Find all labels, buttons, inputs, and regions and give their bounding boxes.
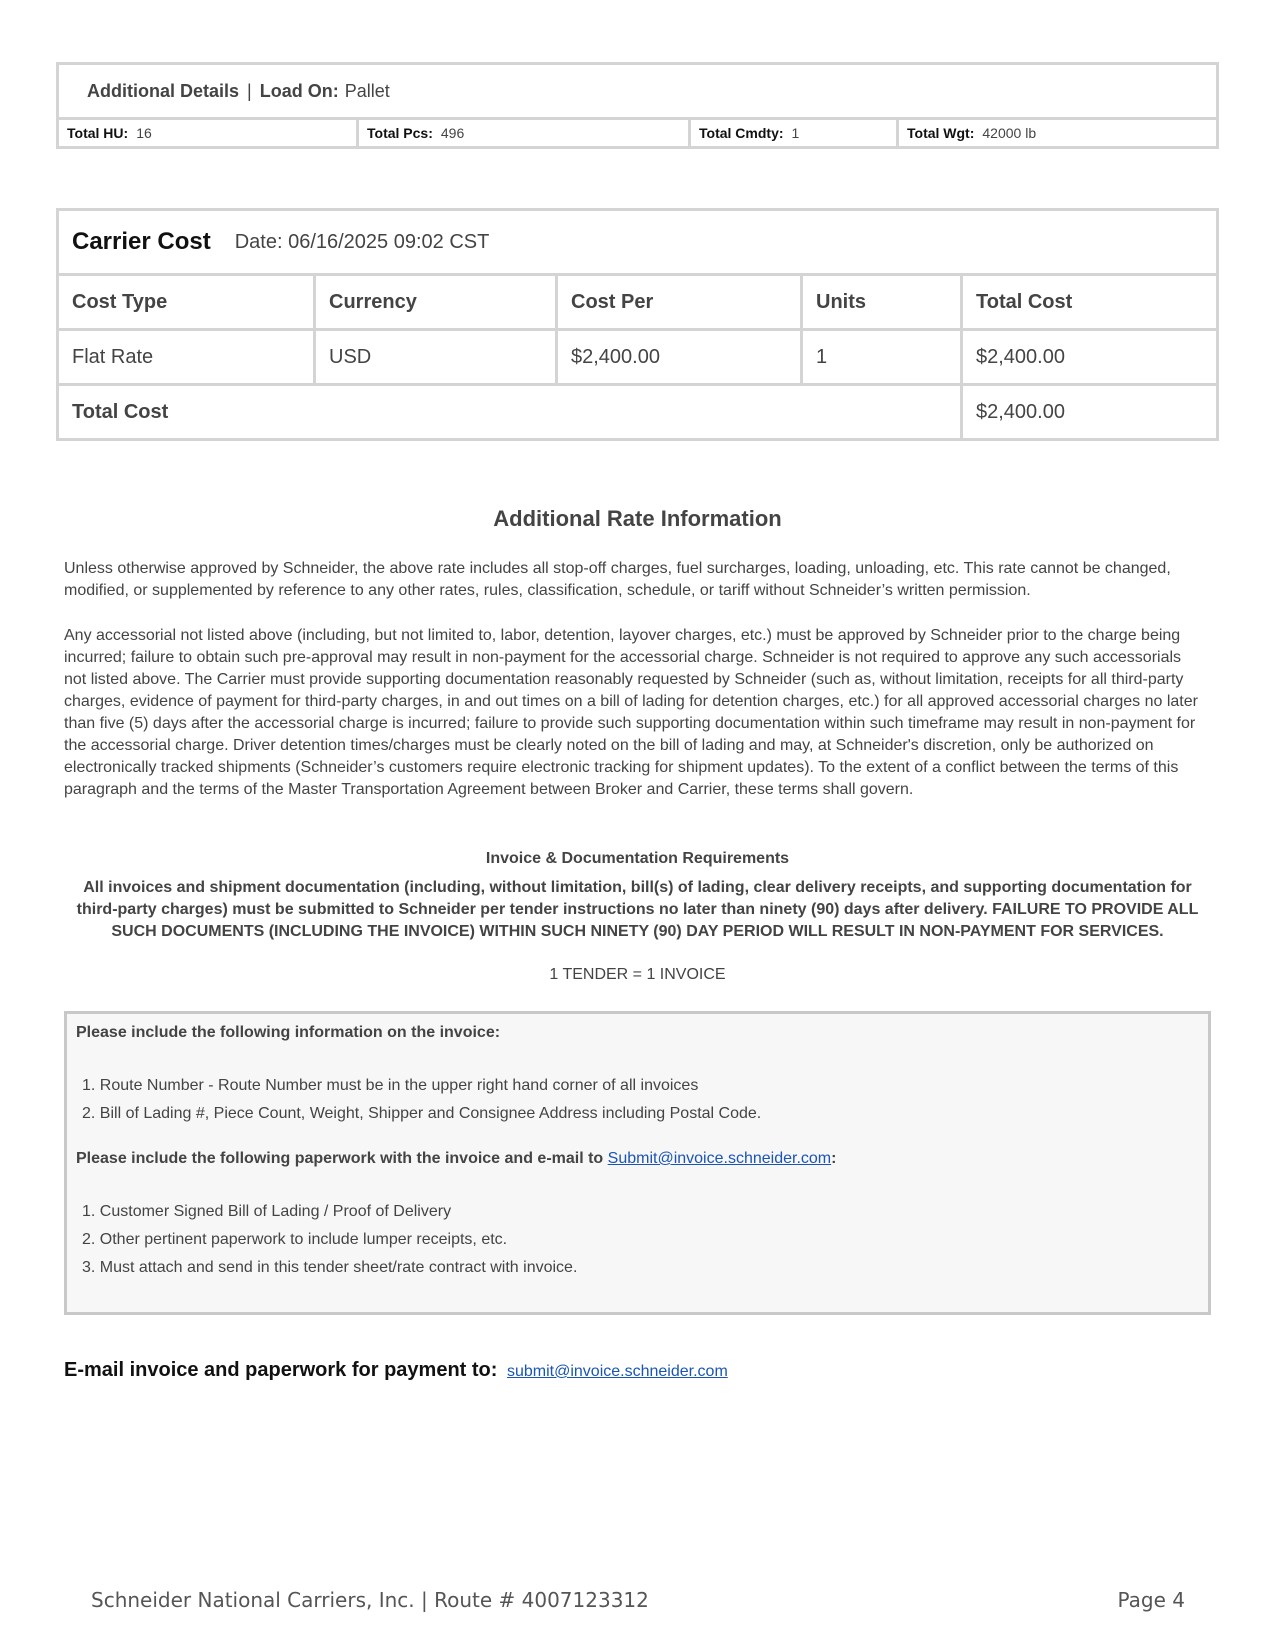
total-cost-row: [59, 386, 1216, 438]
email-payment-line: [64, 1359, 728, 1382]
submit-email-link[interactable]: Submit@invoice.schneider.com: [607, 1150, 832, 1167]
table-cell: Flat Rate: [59, 331, 316, 383]
payment-email-link[interactable]: submit@invoice.schneider.com: [506, 1363, 728, 1380]
carrier-cost-table: [56, 208, 1219, 441]
total-pcs-cell: [359, 120, 691, 146]
paperwork-list: [76, 1201, 577, 1285]
footer-company-route: Schneider National Carriers, Inc. | Route # 4007123312: [91, 1588, 649, 1612]
total-wgt-cell: [899, 120, 1216, 146]
total-cost-label: Total Cost: [59, 386, 963, 438]
total-wgt-label: Total Wgt:: [907, 125, 975, 141]
rate-info-title: Additional Rate Information: [493, 506, 782, 531]
additional-details-title: Additional Details: [87, 80, 240, 101]
table-cell: $2,400.00: [976, 345, 1065, 368]
total-cmdty-label: Total Cmdty:: [699, 125, 784, 141]
total-pcs-value: 496: [440, 125, 465, 141]
total-cmdty-value: 1: [791, 125, 800, 141]
carrier-cost-header: [59, 211, 1216, 276]
carrier-cost-title: Carrier Cost: [72, 228, 211, 255]
column-header: Cost Type: [59, 276, 316, 328]
total-cmdty-cell: [691, 120, 899, 146]
list-item: 1. Route Number - Route Number must be in the upper right hand corner of all invoices: [82, 1077, 699, 1094]
total-cost-value: $2,400.00: [976, 400, 1065, 423]
total-pcs-label: Total Pcs:: [367, 125, 433, 141]
total-wgt-value: 42000 lb: [982, 125, 1037, 141]
table-cell: 1: [803, 331, 963, 383]
tender-note: 1 TENDER = 1 INVOICE: [549, 966, 726, 983]
total-hu-value: 16: [136, 125, 152, 141]
invoice-info-box: [64, 1011, 1211, 1315]
paperwork-heading: [76, 1150, 836, 1168]
list-item: 2. Bill of Lading #, Piece Count, Weight, Shipper and Consignee Address including Postal Code.: [82, 1105, 762, 1122]
additional-details-box: [56, 62, 1219, 149]
list-item: 1. Customer Signed Bill of Lading / Proof of Delivery: [82, 1203, 452, 1220]
table-cell: $2,400.00: [558, 331, 803, 383]
totals-row: [59, 120, 1216, 146]
list-item: 3. Must attach and send in this tender sheet/rate contract with invoice.: [82, 1259, 578, 1276]
footer-page-number: Page 4: [1117, 1588, 1185, 1612]
requirements-title: Invoice & Documentation Requirements: [485, 850, 790, 867]
column-header: Currency: [316, 276, 558, 328]
column-header: Units: [803, 276, 963, 328]
load-on-value: Pallet: [344, 80, 390, 101]
invoice-info-list: [76, 1075, 761, 1131]
additional-details-header: [59, 65, 1216, 120]
table-cell: USD: [316, 331, 558, 383]
list-item: 2. Other pertinent paperwork to include lumper receipts, etc.: [82, 1231, 508, 1248]
header-separator: |: [247, 80, 252, 101]
load-on-label: Load On:: [259, 80, 339, 101]
total-hu-label: Total HU:: [67, 125, 129, 141]
column-header: Total Cost: [976, 290, 1073, 313]
total-hu-cell: [59, 120, 359, 146]
table-row: [59, 331, 1216, 386]
requirements-body: All invoices and shipment documentation (including, without limitation, bill(s) of lading, clear delivery receipts, and supporting documentation for third-party charges) must be submitted to Schneider per tender instructions no later than ninety (90) days after delivery. FAILURE TO PROVIDE ALL SUCH DOCUMENTS (INCLUDING THE INVOICE) WITHIN SUCH NINETY (90) DAY PERIOD WILL RESULT IN NON-PAYMENT FOR SERVICES.: [76, 879, 1199, 940]
table-header-row: [59, 276, 1216, 331]
paperwork-heading-text: Please include the following paperwork with the invoice and e-mail to: [76, 1150, 608, 1167]
paperwork-heading-suffix: :: [831, 1150, 837, 1167]
rate-info-paragraph-2: Any accessorial not listed above (including, but not limited to, labor, detention, layover charges, etc.) must be approved by Schneider prior to the charge being incurred; failure to obtain such pre-approval may result in non-payment for the accessorial charge. Schneider is not required to approve any such accessorials not listed above. The Carrier must provide supporting documentation reasonably requested by Schneider (such as, without limitation, receipts for all third-party charges, evidence of payment for third-party charges, in and out times on a bill of lading for detention charges, etc.) for all approved accessorial charges no later than five (5) days after the accessorial charge is incurred; failure to provide such supporting documentation within such timeframe may result in non-payment for the accessorial charge. Driver detention times/charges must be clearly noted on the bill of lading and may, at Schneider's discretion, only be authorized on electronically tracked shipments (Schneider’s customers require electronic tracking for shipment updates). To the extent of a conflict between the terms of this paragraph and the terms of the Master Transportation Agreement between Broker and Carrier, these terms shall govern.: [64, 627, 1198, 798]
carrier-cost-date: Date: 06/16/2025 09:02 CST: [234, 230, 490, 253]
invoice-info-heading: Please include the following information on the invoice:: [76, 1024, 501, 1041]
column-header: Cost Per: [558, 276, 803, 328]
email-payment-label: E-mail invoice and paperwork for payment to:: [64, 1359, 498, 1381]
rate-info-paragraph-1: Unless otherwise approved by Schneider, the above rate includes all stop-off charges, fuel surcharges, loading, unloading, etc. This rate cannot be changed, modified, or supplemented by reference to any other rates, rules, classification, schedule, or tariff without Schneider’s written permission.: [64, 560, 1171, 599]
